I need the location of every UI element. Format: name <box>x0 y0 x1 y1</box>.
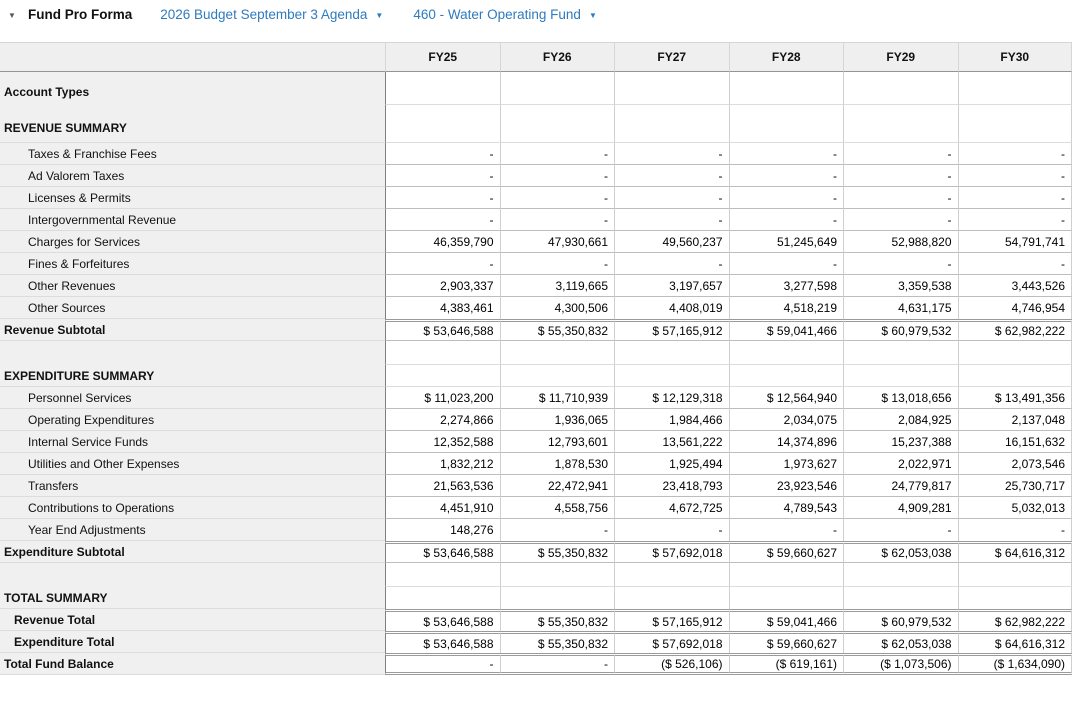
chevron-down-icon: ▼ <box>588 11 597 20</box>
value-cell <box>500 72 615 105</box>
value-cell <box>729 341 844 365</box>
value-cell: - <box>500 209 615 231</box>
value-cell: $ 53,646,588 <box>385 631 500 653</box>
value-cell <box>843 341 958 365</box>
value-cell: 4,300,506 <box>500 297 615 319</box>
value-cell: 15,237,388 <box>843 431 958 453</box>
value-cell <box>385 105 500 143</box>
value-cell: 4,631,175 <box>843 297 958 319</box>
value-cell: - <box>385 653 500 675</box>
row-label: Expenditure Total <box>0 631 385 653</box>
value-cell: 2,274,866 <box>385 409 500 431</box>
value-cell: $ 64,616,312 <box>958 541 1072 563</box>
value-cell: $ 64,616,312 <box>958 631 1072 653</box>
value-cell: 21,563,536 <box>385 475 500 497</box>
value-cell: - <box>614 187 729 209</box>
row-label: REVENUE SUMMARY <box>0 105 385 143</box>
value-cell: 2,034,075 <box>729 409 844 431</box>
value-cell: $ 12,564,940 <box>729 387 844 409</box>
value-cell: $ 11,710,939 <box>500 387 615 409</box>
value-cell <box>843 72 958 105</box>
row-label: EXPENDITURE SUMMARY <box>0 365 385 387</box>
value-cell: - <box>385 143 500 165</box>
row-label: Account Types <box>0 72 385 105</box>
value-cell: - <box>843 209 958 231</box>
value-cell <box>729 587 844 609</box>
table-row <box>0 453 1072 475</box>
value-cell: - <box>500 187 615 209</box>
value-cell: $ 62,053,038 <box>843 631 958 653</box>
value-cell: 3,359,538 <box>843 275 958 297</box>
value-cell <box>843 365 958 387</box>
value-cell: - <box>729 209 844 231</box>
table-row <box>0 165 1072 187</box>
value-cell: - <box>385 165 500 187</box>
value-cell: - <box>385 253 500 275</box>
value-cell: $ 12,129,318 <box>614 387 729 409</box>
value-cell: 54,791,741 <box>958 231 1072 253</box>
value-cell: - <box>614 519 729 541</box>
value-cell: 5,032,013 <box>958 497 1072 519</box>
value-cell: $ 57,692,018 <box>614 541 729 563</box>
value-cell <box>958 365 1072 387</box>
value-cell: $ 13,018,656 <box>843 387 958 409</box>
value-cell <box>843 587 958 609</box>
budget-dropdown[interactable] <box>160 7 383 22</box>
column-header: FY30 <box>958 42 1072 72</box>
table-row <box>0 475 1072 497</box>
value-cell <box>385 72 500 105</box>
value-cell <box>958 341 1072 365</box>
table-row <box>0 497 1072 519</box>
value-cell: $ 57,165,912 <box>614 609 729 631</box>
value-cell: - <box>500 165 615 187</box>
value-cell <box>614 105 729 143</box>
value-cell: 2,137,048 <box>958 409 1072 431</box>
value-cell: - <box>843 143 958 165</box>
value-cell: - <box>614 253 729 275</box>
value-cell <box>958 563 1072 587</box>
table-row <box>0 609 1072 631</box>
row-label: Personnel Services <box>0 387 385 409</box>
proforma-body <box>0 72 1072 675</box>
value-cell <box>843 563 958 587</box>
value-cell: - <box>958 187 1072 209</box>
value-cell: 23,923,546 <box>729 475 844 497</box>
row-label: Internal Service Funds <box>0 431 385 453</box>
value-cell: - <box>500 253 615 275</box>
table-row <box>0 319 1072 341</box>
value-cell: 51,245,649 <box>729 231 844 253</box>
value-cell <box>614 563 729 587</box>
spacer-row <box>0 341 1072 365</box>
table-row <box>0 253 1072 275</box>
value-cell: - <box>843 253 958 275</box>
value-cell: 1,878,530 <box>500 453 615 475</box>
value-cell: 3,119,665 <box>500 275 615 297</box>
value-cell: $ 55,350,832 <box>500 319 615 341</box>
table-row <box>0 143 1072 165</box>
value-cell: 4,408,019 <box>614 297 729 319</box>
value-cell: - <box>958 209 1072 231</box>
value-cell: $ 59,041,466 <box>729 319 844 341</box>
value-cell <box>729 365 844 387</box>
table-row <box>0 587 1072 609</box>
value-cell: 1,984,466 <box>614 409 729 431</box>
row-label: Year End Adjustments <box>0 519 385 541</box>
row-label: Contributions to Operations <box>0 497 385 519</box>
value-cell <box>385 341 500 365</box>
table-row <box>0 519 1072 541</box>
value-cell <box>614 341 729 365</box>
value-cell <box>500 365 615 387</box>
value-cell: 49,560,237 <box>614 231 729 253</box>
value-cell: $ 53,646,588 <box>385 541 500 563</box>
row-label: Intergovernmental Revenue <box>0 209 385 231</box>
value-cell: 4,383,461 <box>385 297 500 319</box>
value-cell: - <box>385 187 500 209</box>
value-cell <box>843 105 958 143</box>
value-cell: ($ 619,161) <box>729 653 844 675</box>
value-cell: 22,472,941 <box>500 475 615 497</box>
table-row <box>0 209 1072 231</box>
value-cell: - <box>958 165 1072 187</box>
value-cell: 47,930,661 <box>500 231 615 253</box>
value-cell: 3,277,598 <box>729 275 844 297</box>
value-cell: $ 60,979,532 <box>843 609 958 631</box>
value-cell: 1,973,627 <box>729 453 844 475</box>
row-label: Taxes & Franchise Fees <box>0 143 385 165</box>
value-cell: 13,561,222 <box>614 431 729 453</box>
value-cell: $ 62,053,038 <box>843 541 958 563</box>
value-cell <box>500 105 615 143</box>
value-cell: - <box>958 519 1072 541</box>
value-cell: 4,909,281 <box>843 497 958 519</box>
value-cell <box>729 563 844 587</box>
value-cell: - <box>958 253 1072 275</box>
value-cell: $ 53,646,588 <box>385 609 500 631</box>
value-cell <box>729 105 844 143</box>
value-cell <box>729 72 844 105</box>
value-cell: - <box>843 187 958 209</box>
row-label: Revenue Subtotal <box>0 319 385 341</box>
value-cell: - <box>500 519 615 541</box>
value-cell: - <box>500 143 615 165</box>
row-label: Other Sources <box>0 297 385 319</box>
value-cell: ($ 526,106) <box>614 653 729 675</box>
table-row <box>0 365 1072 387</box>
row-label: Ad Valorem Taxes <box>0 165 385 187</box>
table-row <box>0 105 1072 143</box>
table-row <box>0 631 1072 653</box>
value-cell: 52,988,820 <box>843 231 958 253</box>
value-cell <box>500 341 615 365</box>
value-cell: $ 59,660,627 <box>729 541 844 563</box>
value-cell <box>385 563 500 587</box>
value-cell: 4,518,219 <box>729 297 844 319</box>
value-cell: 2,903,337 <box>385 275 500 297</box>
page-title: Fund Pro Forma <box>28 7 133 22</box>
value-cell: 2,084,925 <box>843 409 958 431</box>
collapse-toggle-icon[interactable]: ▼ <box>8 11 16 20</box>
value-cell <box>385 365 500 387</box>
value-cell: - <box>614 143 729 165</box>
value-cell <box>500 563 615 587</box>
row-label: Licenses & Permits <box>0 187 385 209</box>
value-cell <box>500 587 615 609</box>
value-cell: $ 55,350,832 <box>500 631 615 653</box>
row-label: Fines & Forfeitures <box>0 253 385 275</box>
corner-header-cell <box>0 42 385 72</box>
value-cell: $ 55,350,832 <box>500 541 615 563</box>
value-cell: 2,073,546 <box>958 453 1072 475</box>
value-cell: - <box>385 209 500 231</box>
table-row <box>0 409 1072 431</box>
budget-dropdown-label: 2026 Budget September 3 Agenda <box>160 7 368 22</box>
table-row <box>0 431 1072 453</box>
value-cell: - <box>614 165 729 187</box>
value-cell: $ 59,041,466 <box>729 609 844 631</box>
column-header-row <box>0 42 1072 72</box>
table-row <box>0 297 1072 319</box>
value-cell: - <box>614 209 729 231</box>
value-cell: - <box>958 143 1072 165</box>
value-cell <box>614 72 729 105</box>
column-header: FY28 <box>729 42 844 72</box>
row-label: TOTAL SUMMARY <box>0 587 385 609</box>
fund-dropdown[interactable] <box>413 7 597 22</box>
value-cell: - <box>843 519 958 541</box>
row-label: Charges for Services <box>0 231 385 253</box>
value-cell: - <box>500 653 615 675</box>
value-cell: $ 62,982,222 <box>958 319 1072 341</box>
value-cell <box>958 72 1072 105</box>
value-cell: $ 53,646,588 <box>385 319 500 341</box>
table-row <box>0 187 1072 209</box>
chevron-down-icon: ▼ <box>375 11 384 20</box>
value-cell: $ 60,979,532 <box>843 319 958 341</box>
table-row <box>0 231 1072 253</box>
value-cell <box>614 587 729 609</box>
value-cell: 12,793,601 <box>500 431 615 453</box>
row-label: Operating Expenditures <box>0 409 385 431</box>
value-cell: 4,558,756 <box>500 497 615 519</box>
column-header: FY27 <box>614 42 729 72</box>
value-cell: - <box>729 253 844 275</box>
value-cell: $ 55,350,832 <box>500 609 615 631</box>
row-label: Revenue Total <box>0 609 385 631</box>
table-row <box>0 72 1072 105</box>
value-cell: 24,779,817 <box>843 475 958 497</box>
value-cell <box>958 105 1072 143</box>
value-cell: ($ 1,073,506) <box>843 653 958 675</box>
proforma-table <box>0 42 1072 675</box>
value-cell: ($ 1,634,090) <box>958 653 1072 675</box>
fund-dropdown-label: 460 - Water Operating Fund <box>413 7 581 22</box>
value-cell: $ 11,023,200 <box>385 387 500 409</box>
value-cell: 25,730,717 <box>958 475 1072 497</box>
value-cell: 4,789,543 <box>729 497 844 519</box>
value-cell: - <box>729 165 844 187</box>
column-header: FY29 <box>843 42 958 72</box>
value-cell: - <box>729 187 844 209</box>
value-cell: 4,746,954 <box>958 297 1072 319</box>
value-cell <box>614 365 729 387</box>
value-cell: $ 13,491,356 <box>958 387 1072 409</box>
value-cell: $ 59,660,627 <box>729 631 844 653</box>
value-cell: 3,197,657 <box>614 275 729 297</box>
column-header: FY25 <box>385 42 500 72</box>
value-cell: 2,022,971 <box>843 453 958 475</box>
value-cell: 46,359,790 <box>385 231 500 253</box>
value-cell: 1,832,212 <box>385 453 500 475</box>
column-header: FY26 <box>500 42 615 72</box>
value-cell <box>385 587 500 609</box>
value-cell <box>958 587 1072 609</box>
report-header <box>0 0 1072 42</box>
row-label: Utilities and Other Expenses <box>0 453 385 475</box>
table-row <box>0 275 1072 297</box>
row-label: Total Fund Balance <box>0 653 385 675</box>
row-label <box>0 341 385 365</box>
value-cell: $ 62,982,222 <box>958 609 1072 631</box>
value-cell: 14,374,896 <box>729 431 844 453</box>
row-label: Other Revenues <box>0 275 385 297</box>
value-cell: 1,936,065 <box>500 409 615 431</box>
value-cell: 3,443,526 <box>958 275 1072 297</box>
value-cell: 1,925,494 <box>614 453 729 475</box>
value-cell: 4,451,910 <box>385 497 500 519</box>
value-cell: - <box>729 519 844 541</box>
value-cell: 4,672,725 <box>614 497 729 519</box>
table-row <box>0 653 1072 675</box>
value-cell: 148,276 <box>385 519 500 541</box>
value-cell: $ 57,165,912 <box>614 319 729 341</box>
value-cell: - <box>843 165 958 187</box>
value-cell: 16,151,632 <box>958 431 1072 453</box>
value-cell: 23,418,793 <box>614 475 729 497</box>
row-label: Expenditure Subtotal <box>0 541 385 563</box>
proforma-head <box>0 42 1072 72</box>
value-cell: 12,352,588 <box>385 431 500 453</box>
row-label <box>0 563 385 587</box>
row-label: Transfers <box>0 475 385 497</box>
spacer-row <box>0 563 1072 587</box>
value-cell: - <box>729 143 844 165</box>
value-cell: $ 57,692,018 <box>614 631 729 653</box>
table-row <box>0 387 1072 409</box>
table-row <box>0 541 1072 563</box>
